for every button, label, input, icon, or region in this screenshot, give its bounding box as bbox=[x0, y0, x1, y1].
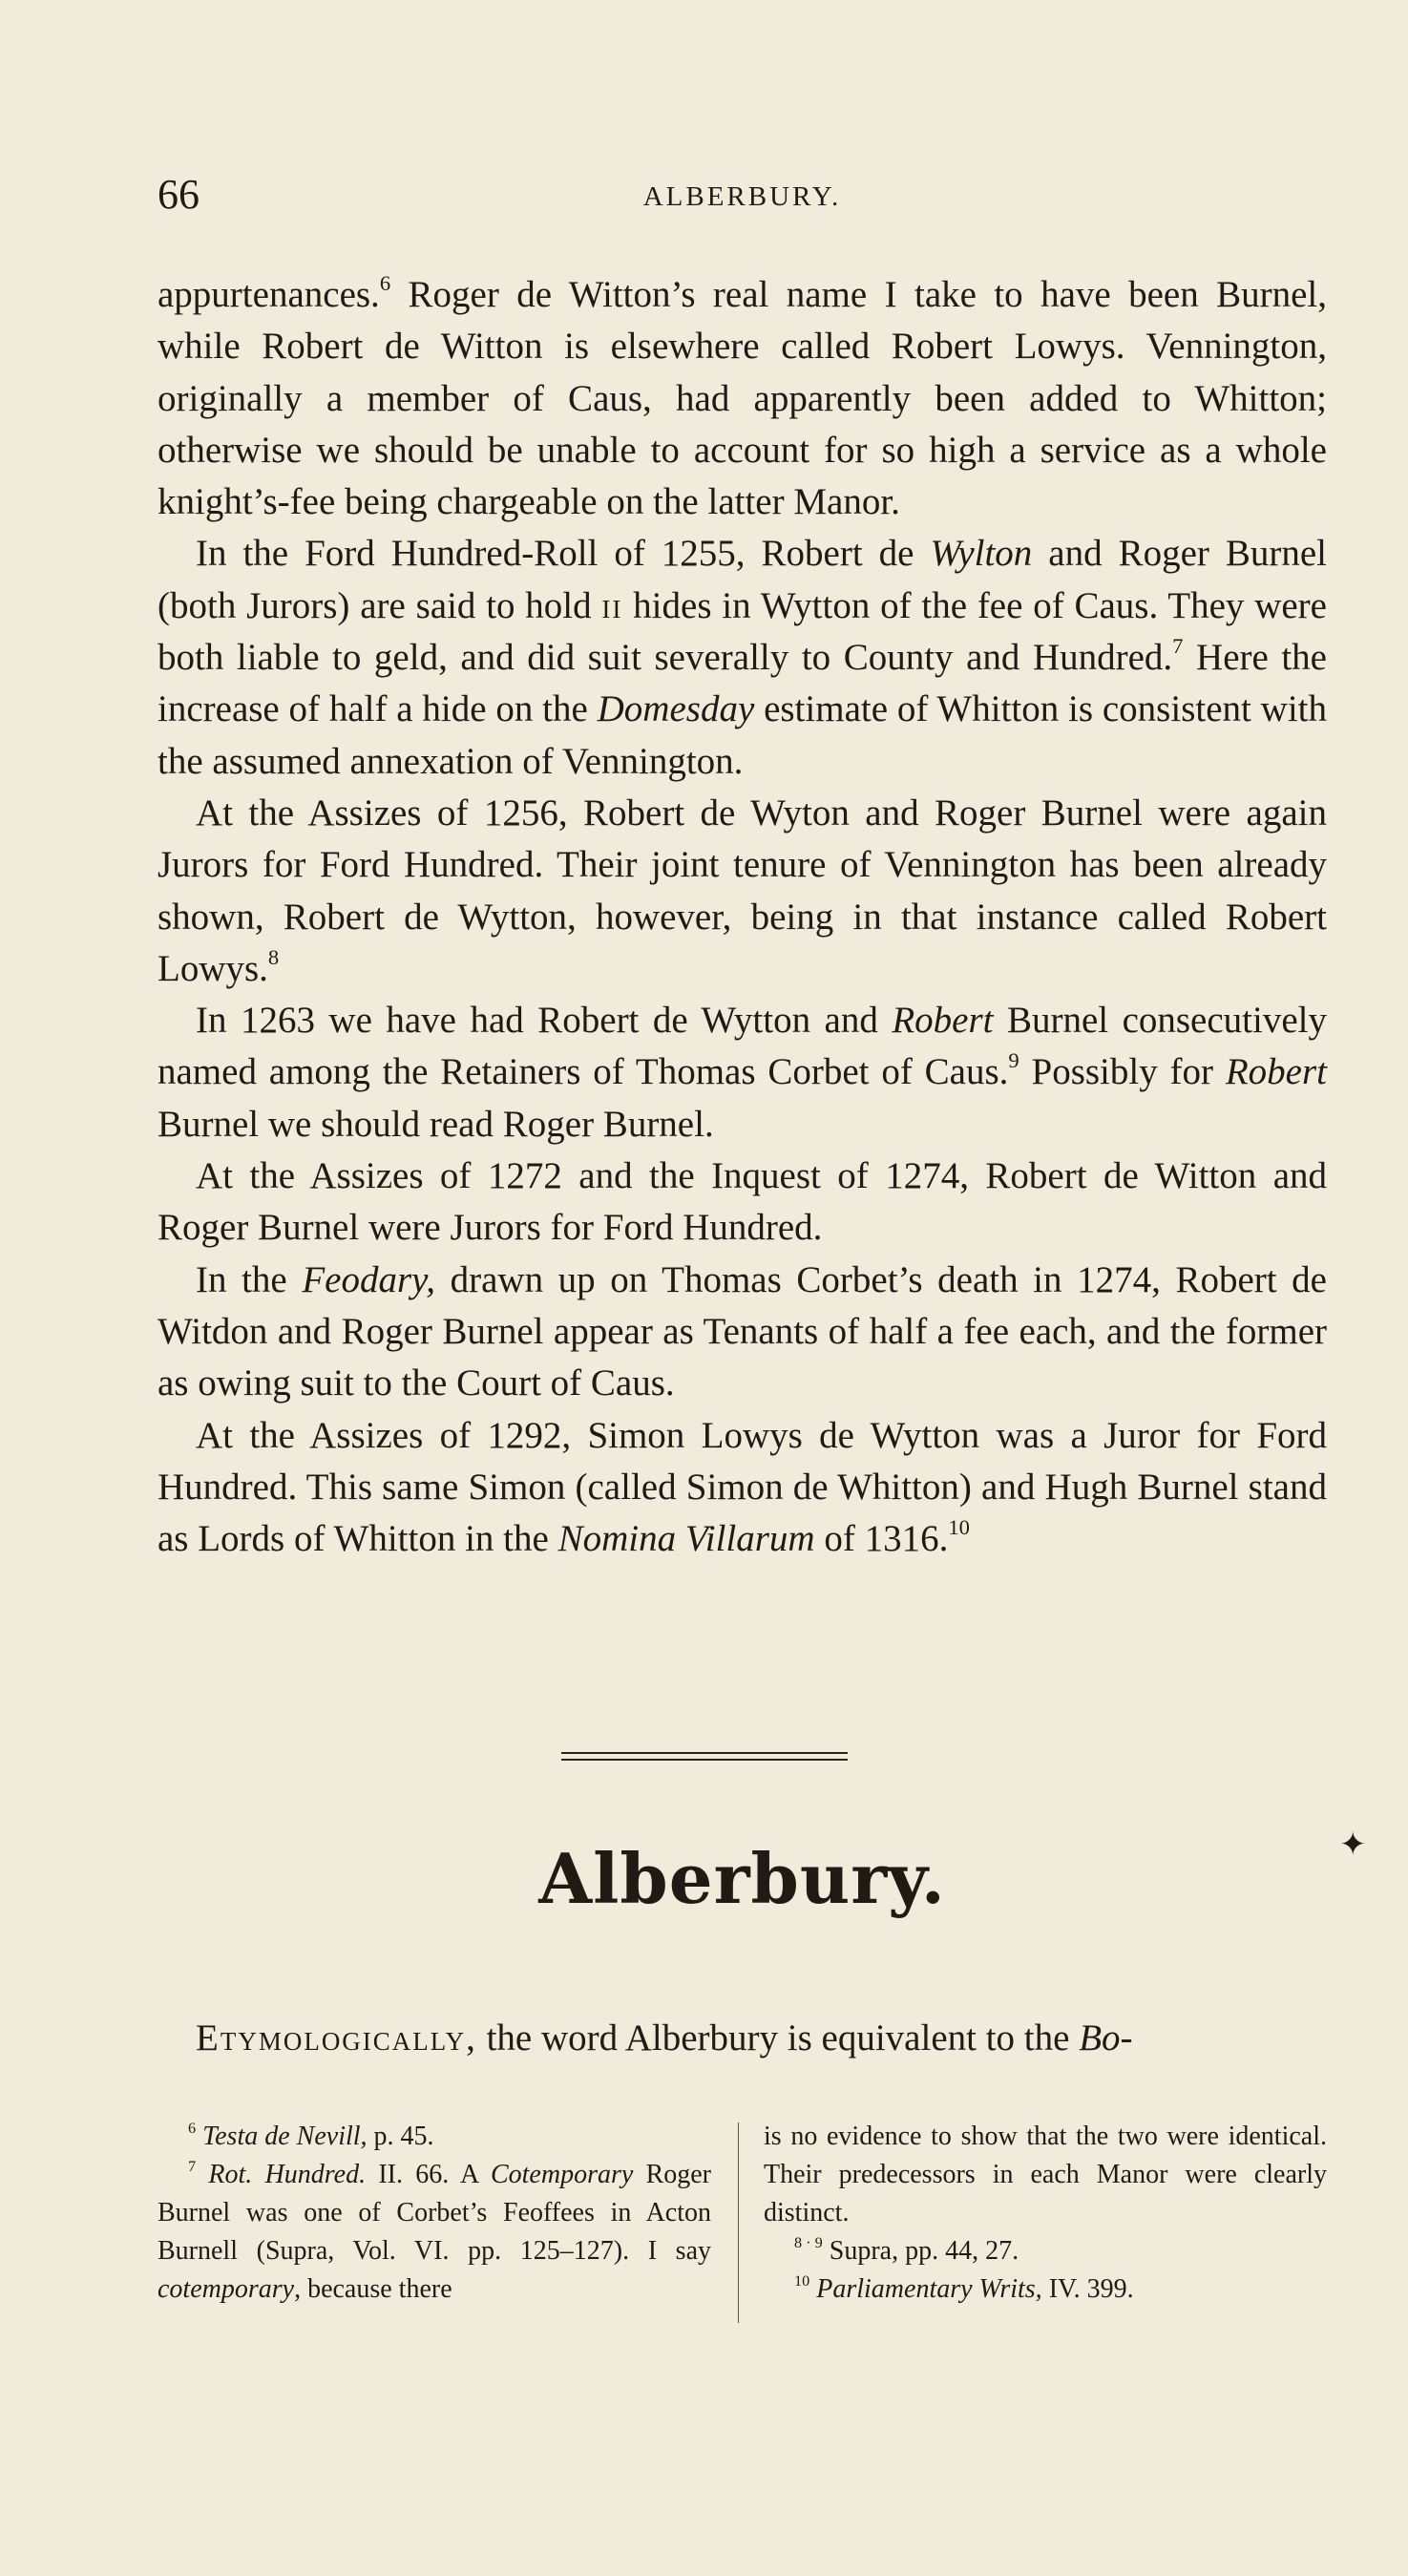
paragraph-text: At the Assizes of 1272 and the Inquest of 1274, Robert de Witton and Roger Burnel were Jurors for Ford Hundred. bbox=[158, 1155, 1327, 1249]
footnote-ref: 7 bbox=[1172, 634, 1184, 659]
paragraph-text: Possibly for bbox=[1019, 1051, 1226, 1093]
footnote-column-divider bbox=[738, 2122, 739, 2323]
footnote-italic: Cotemporary bbox=[490, 2160, 634, 2189]
paragraph-italic: Robert bbox=[892, 1000, 994, 1042]
footnote bbox=[158, 2156, 711, 2309]
running-head bbox=[158, 170, 1327, 227]
paragraph bbox=[158, 1151, 1327, 1255]
paragraph-text: estimate of Whitton is consistent with the assumed annexation of Vennington. bbox=[158, 688, 1327, 782]
footnote-text: , because there bbox=[294, 2274, 452, 2304]
opening-italic: Bo- bbox=[1079, 2017, 1133, 2059]
paragraph-italic: Robert bbox=[1225, 1051, 1327, 1093]
section-heading: Alberbury. bbox=[538, 1838, 946, 1919]
paragraph bbox=[158, 1410, 1327, 1566]
running-title: ALBERBURY. bbox=[642, 181, 842, 212]
footnote-ref: 9 bbox=[1008, 1048, 1019, 1073]
section-opening-line bbox=[196, 2013, 1327, 2064]
footnote-ref: 10 bbox=[948, 1515, 970, 1540]
paragraph bbox=[158, 1255, 1327, 1410]
paragraph-smallcaps: ii bbox=[601, 584, 623, 626]
section-divider-rule bbox=[561, 1759, 848, 1761]
footnote-text: Supra, pp. 44, 27. bbox=[822, 2236, 1019, 2266]
footnote-ref: 6 bbox=[188, 2119, 197, 2137]
paragraph-text: drawn up on Thomas Corbet’s death in 1274, Robert de Witdon and Roger Burnel appear as Tenants of half a fee each, and the former as owing suit to the Court of Caus. bbox=[158, 1258, 1327, 1404]
footnotes-right-column bbox=[764, 2118, 1327, 2309]
paragraph-text: In 1263 we have had Robert de Wytton and bbox=[196, 1000, 893, 1042]
footnote-ref: 6 bbox=[379, 271, 391, 296]
paragraph-text: hides in Wytton of the fee of Caus. They were both liable to geld, and did suit severally to County and Hundred. bbox=[158, 584, 1327, 679]
paragraph-italic: Wylton bbox=[930, 533, 1033, 575]
paragraph-text: At the Assizes of 1256, Robert de Wyton and Roger Burnel were again Jurors for Ford Hundred. Their joint tenure of Vennington has been already shown, Robert de Wytton, however, being in that instance called Robert Lowys. bbox=[158, 792, 1327, 989]
footnote bbox=[158, 2118, 711, 2156]
footnote-ref: 10 bbox=[794, 2271, 810, 2290]
body-text bbox=[158, 269, 1327, 1565]
paragraph-text: and Roger Burnel (both Jurors) are said to hold bbox=[158, 533, 1327, 626]
footnote bbox=[764, 2118, 1327, 2232]
paragraph-text: In the Ford Hundred-Roll of 1255, Robert de bbox=[196, 533, 931, 575]
paragraph-text: Roger de Witton’s real name I take to have been Burnel, while Robert de Witton is elsewhere called Robert Lowys. Vennington, originally a member of Caus, had apparently been added to Whitton; otherwise we should be unable to account for so high a service as a whole knight’s-fee being chargeable on the latter Manor. bbox=[158, 274, 1327, 523]
paragraph-text: appurtenances. bbox=[158, 274, 380, 315]
footnote-italic: Testa de Nevill, bbox=[202, 2122, 368, 2151]
opening-text: the word Alberbury is equivalent to the bbox=[476, 2017, 1080, 2059]
footnote-text: p. 45. bbox=[367, 2122, 434, 2151]
fleuron-ornament-icon: ✦ bbox=[1339, 1827, 1367, 1863]
footnote-text: IV. 399. bbox=[1041, 2274, 1134, 2304]
section-divider-rule bbox=[561, 1752, 848, 1754]
footnotes-left-column bbox=[158, 2118, 711, 2309]
footnote bbox=[764, 2270, 1327, 2309]
footnote-ref: 7 bbox=[188, 2157, 197, 2175]
footnote-italic: Rot. Hundred. bbox=[208, 2160, 367, 2189]
page-number: 66 bbox=[158, 171, 200, 218]
opening-smallcaps: Etymologically, bbox=[196, 2017, 477, 2059]
footnote-italic: cotemporary bbox=[158, 2274, 295, 2304]
footnote-text bbox=[196, 2160, 208, 2189]
paragraph bbox=[158, 528, 1327, 787]
paragraph bbox=[158, 269, 1327, 528]
paragraph-text: Here the increase of half a hide on the bbox=[158, 637, 1327, 730]
paragraph bbox=[158, 995, 1327, 1151]
paragraph-text: Burnel we should read Roger Burnel. bbox=[158, 1103, 714, 1145]
paragraph-italic: Nomina Villarum bbox=[557, 1518, 815, 1560]
footnote bbox=[764, 2232, 1327, 2270]
paragraph-text: of 1316. bbox=[814, 1518, 949, 1560]
footnote-ref: 8 · 9 bbox=[794, 2233, 823, 2251]
footnotes bbox=[158, 2118, 1327, 2337]
paragraph-text: In the bbox=[196, 1258, 303, 1300]
footnote-text: is no evidence to show that the two were identical. Their predecessors in each Manor were clearly distinct. bbox=[764, 2122, 1327, 2228]
footnote-italic: Parliamentary Writs, bbox=[816, 2274, 1042, 2304]
paragraph bbox=[158, 788, 1327, 995]
footnote-text: Roger Burnel was one of Corbet’s Feoffees in Acton Burnell (Supra, Vol. VI. pp. 125–127). I say bbox=[158, 2160, 712, 2266]
paragraph-italic: Feodary, bbox=[302, 1258, 436, 1300]
paragraph-italic: Domesday bbox=[597, 688, 755, 730]
footnote-ref: 8 bbox=[267, 944, 280, 969]
footnote-text: II. 66. A bbox=[366, 2160, 491, 2189]
paragraph-text: At the Assizes of 1292, Simon Lowys de Wytton was a Juror for Ford Hundred. This same Simon (called Simon de Whitton) and Hugh Burnel stand as Lords of Whitton in the bbox=[158, 1414, 1327, 1560]
paragraph-text: Burnel consecutively named among the Retainers of Thomas Corbet of Caus. bbox=[158, 1000, 1327, 1093]
